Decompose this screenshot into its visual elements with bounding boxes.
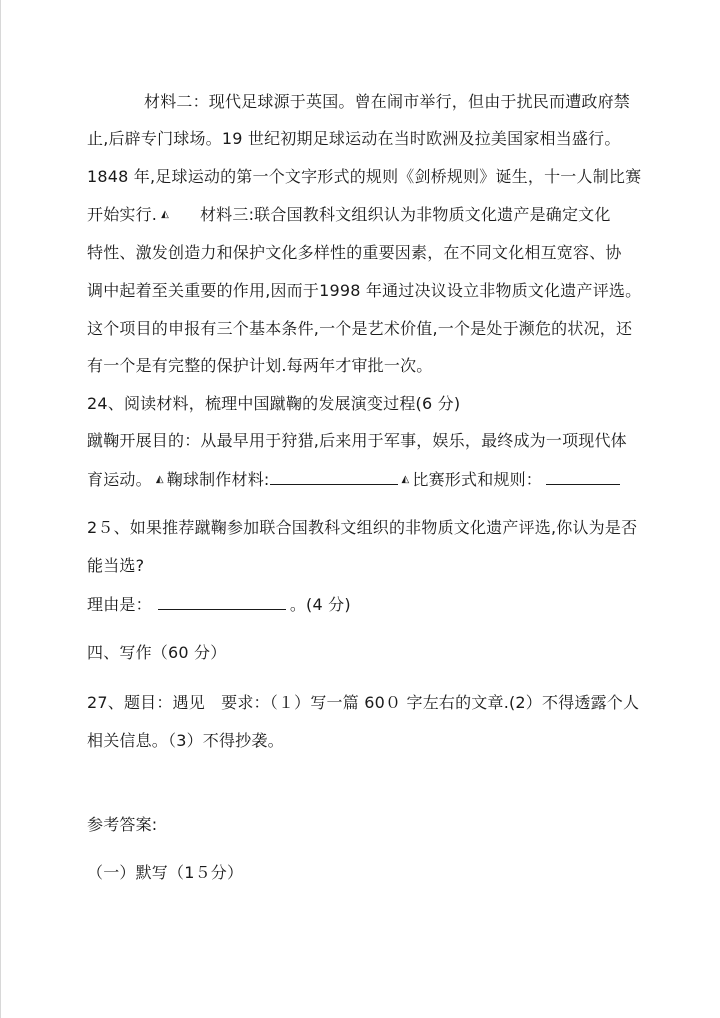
question-25-line-1: 2５、如果推荐蹴鞠参加联合国教科文组织的非物质文化遗产评选,你认为是否 <box>87 518 638 537</box>
question-24-purpose-line-2 <box>87 469 620 490</box>
material2-line-4 <box>87 205 611 225</box>
material3-line-1: 特性、激发创造力和保护文化多样性的重要因素，在不同文化相互宽容、协 <box>87 243 622 262</box>
material2-line-3: 1848 年,足球运动的第一个文字形式的规则《剑桥规则》诞生，十一人制比赛 <box>87 167 642 186</box>
reason-label: 理由是： <box>87 595 152 614</box>
answers-title: 参考答案: <box>87 815 158 834</box>
section-4-title: 四、写作（60 分） <box>87 643 227 662</box>
material3-line-4: 有一个是有完整的保护计划.每两年才审批一次。 <box>87 356 433 375</box>
rules-label: 比赛形式和规则： <box>412 470 542 489</box>
section-mark-icon: ◭ <box>401 474 410 485</box>
question-24-purpose-line-1: 蹴鞠开展目的：从最早用于狩猎,后来用于军事，娱乐，最终成为一项现代体 <box>87 431 627 450</box>
section-mark-icon: ◭ <box>161 209 169 220</box>
material-label: 鞠球制作材料: <box>166 470 270 489</box>
reason-answer-blank[interactable] <box>158 594 286 610</box>
answers-item-1: （一）默写（1５分） <box>87 863 244 882</box>
question-27-line-1: 27、题目：遇见 要求：（１）写一篇 60０ 字左右的文章.(2）不得透露个人 <box>87 693 640 712</box>
question-25-line-2: 能当选? <box>87 556 145 575</box>
material3-heading-text: 材料三:联合国教科文组织认为非物质文化遗产是确定文化 <box>199 205 611 224</box>
question-25-reason-line <box>87 594 351 615</box>
material2-line-2: 止,后辟专门球场。19 世纪初期足球运动在当时欧洲及拉美国家相当盛行。 <box>87 129 621 148</box>
question-24-title: 24、阅读材料，梳理中国蹴鞠的发展演变过程(6 分) <box>87 394 461 413</box>
material2-line-4-text: 开始实行. <box>87 205 158 224</box>
question-27-line-2: 相关信息。（3）不得抄袭。 <box>87 731 284 750</box>
section-mark-icon: ◭ <box>155 474 164 485</box>
material3-line-2: 调中起着至关重要的作用,因而于1998 年通过决议设立非物质文化遗产评选。 <box>87 281 642 300</box>
material3-line-3: 这个项目的申报有三个基本条件,一个是艺术价值,一个是处于濒危的状况，还 <box>87 319 633 338</box>
rules-answer-blank[interactable] <box>546 469 620 485</box>
material2-line-1: 材料二：现代足球源于英国。曾在闹市举行，但由于扰民而遭政府禁 <box>144 92 631 111</box>
material-answer-blank[interactable] <box>270 469 398 485</box>
question-24-purpose-end: 育运动。 <box>87 470 152 489</box>
reason-score: 。(4 分) <box>289 595 351 614</box>
